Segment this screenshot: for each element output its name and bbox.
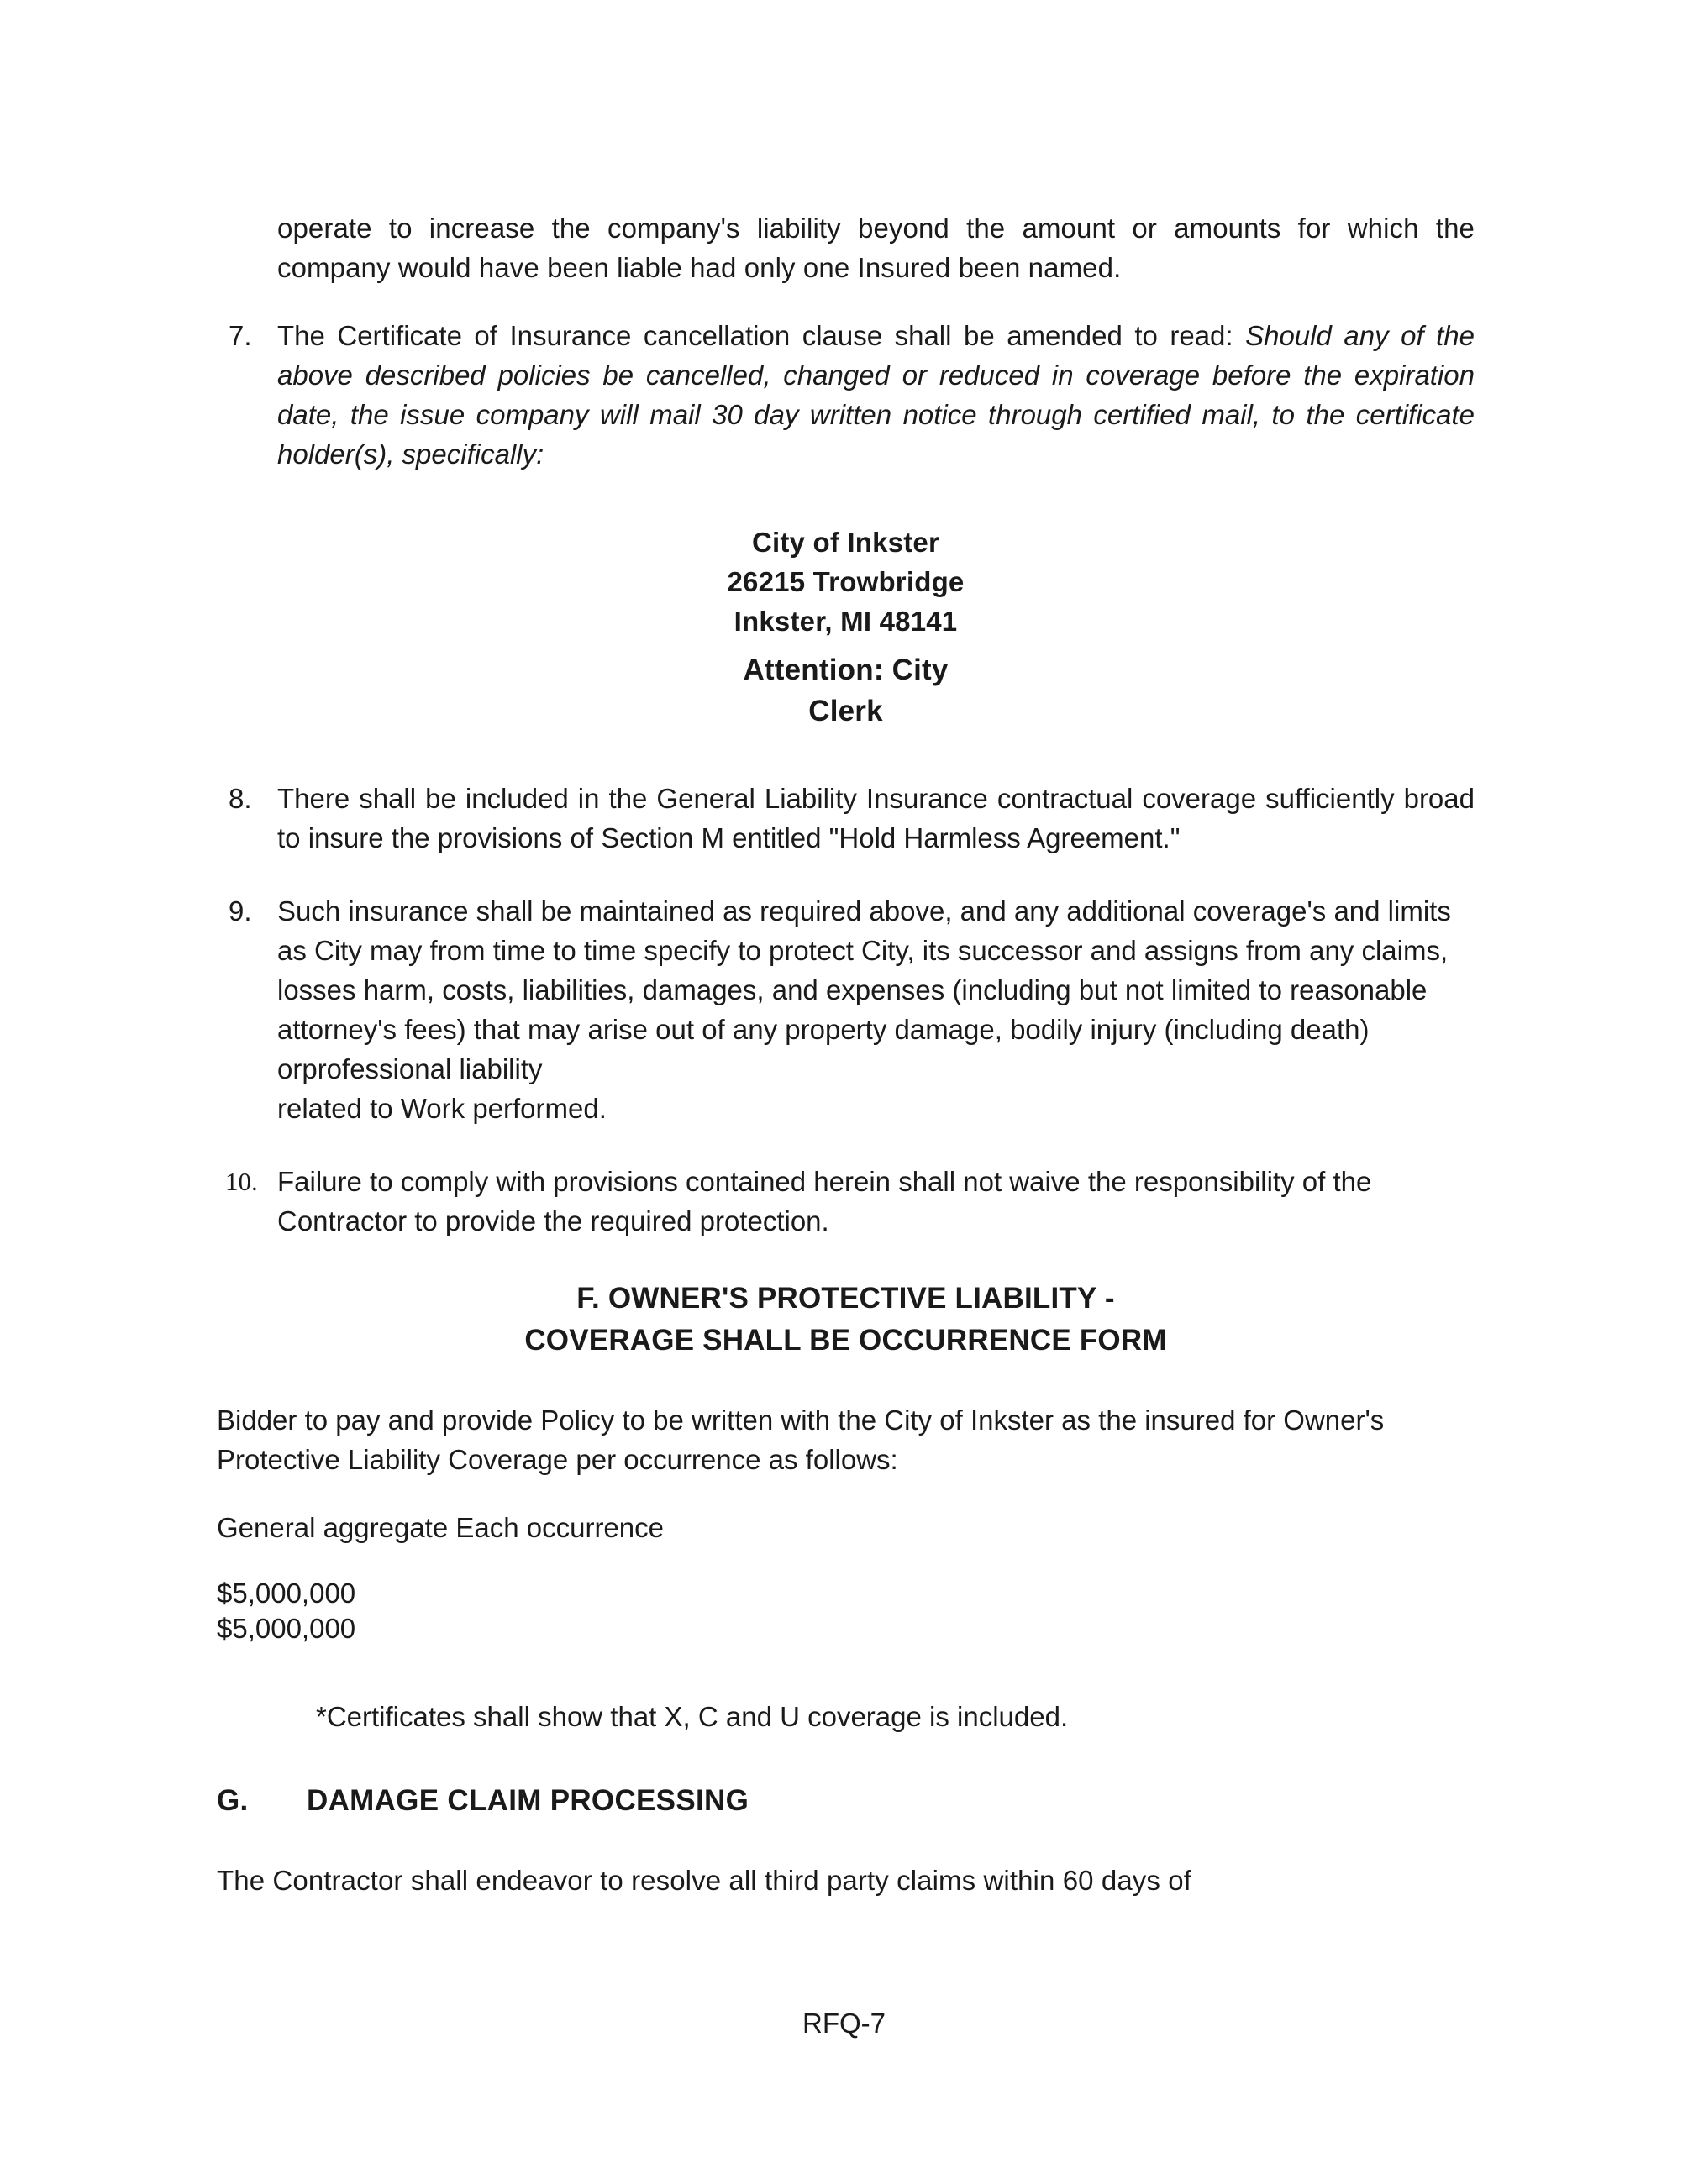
list-item-text <box>277 316 1475 474</box>
list-item-text-continuation: related to Work performed. <box>277 1093 607 1124</box>
list-item-number: 7. <box>229 320 252 351</box>
section-f-heading <box>217 1278 1475 1362</box>
list-item-text: Failure to comply with provisions contained herein shall not waive the responsibility of the Contractor to provide the required protection. <box>277 1166 1372 1236</box>
section-g-paragraph: The Contractor shall endeavor to resolve all third party claims within 60 days of <box>217 1865 1191 1896</box>
list-item <box>217 891 1475 1128</box>
certificate-holder-address <box>217 522 1475 732</box>
certificates-footnote: *Certificates shall show that X, C and U coverage is included. <box>316 1701 1069 1732</box>
list-item-number: 8. <box>229 783 252 814</box>
document-content <box>217 208 1475 1929</box>
section-f-heading-line-2: COVERAGE SHALL BE OCCURRENCE FORM <box>524 1324 1167 1357</box>
list-item-text-main: Such insurance shall be maintained as required above, and any additional coverage's and limits as City may from time to time specify to protect City, its successor and assigns from any claims, losses harm, costs, liabilities, damages, and expenses (including but not limited to reasonable attorney's fees) that may arise out of any property damage, bodily injury (including death) orprofessional liability <box>277 895 1451 1084</box>
list-item-number: 9. <box>229 895 252 927</box>
list-item <box>217 1162 1475 1241</box>
coverage-amount-each-occurrence: $5,000,000 <box>217 1613 356 1644</box>
section-g-heading-text: DAMAGE CLAIM PROCESSING <box>307 1784 749 1817</box>
page-footer: RFQ-7 <box>802 2008 886 2039</box>
address-organization: City of Inkster <box>751 527 940 558</box>
address-city-state-zip: Inkster, MI 48141 <box>734 606 958 637</box>
list-item <box>217 779 1475 858</box>
coverage-label: General aggregate Each occurrence <box>217 1512 664 1543</box>
section-f-paragraph: Bidder to pay and provide Policy to be written with the City of Inkster as the insured for Owner's Protective Liability Coverage per occurrence as follows: <box>217 1404 1385 1475</box>
list-item-number: 10. <box>225 1167 258 1196</box>
address-attention-line-2: Clerk <box>808 695 883 727</box>
coverage-amount-general-aggregate: $5,000,000 <box>217 1578 356 1609</box>
list-item <box>217 316 1475 474</box>
list-item-text-plain: The Certificate of Insurance cancellation clause shall be amended to read: <box>277 320 1246 351</box>
lead-paragraph: operate to increase the company's liability beyond the amount or amounts for which the company would have been liable had only one Insured been named. <box>277 213 1475 283</box>
coverage-amounts <box>217 1576 1475 1646</box>
address-street: 26215 Trowbridge <box>727 566 965 597</box>
section-g-heading <box>217 1780 1475 1822</box>
list-item-text: There shall be included in the General Liability Insurance contractual coverage sufficiently broad to insure the provisions of Section M entitled "Hold Harmless Agreement." <box>277 783 1475 853</box>
section-f-heading-line-1: F. OWNER'S PROTECTIVE LIABILITY - <box>576 1282 1115 1315</box>
list-item-text-italic: Should any of the above described policies be cancelled, changed or reduced in coverage before the expiration date, the issue company will mail 30 day written notice through certified mail, to the certificate holder(s), specifically: <box>277 320 1475 470</box>
address-attention-line-1: Attention: City <box>743 654 949 686</box>
list-item-text <box>277 891 1475 1128</box>
section-g-letter: G. <box>217 1784 249 1817</box>
